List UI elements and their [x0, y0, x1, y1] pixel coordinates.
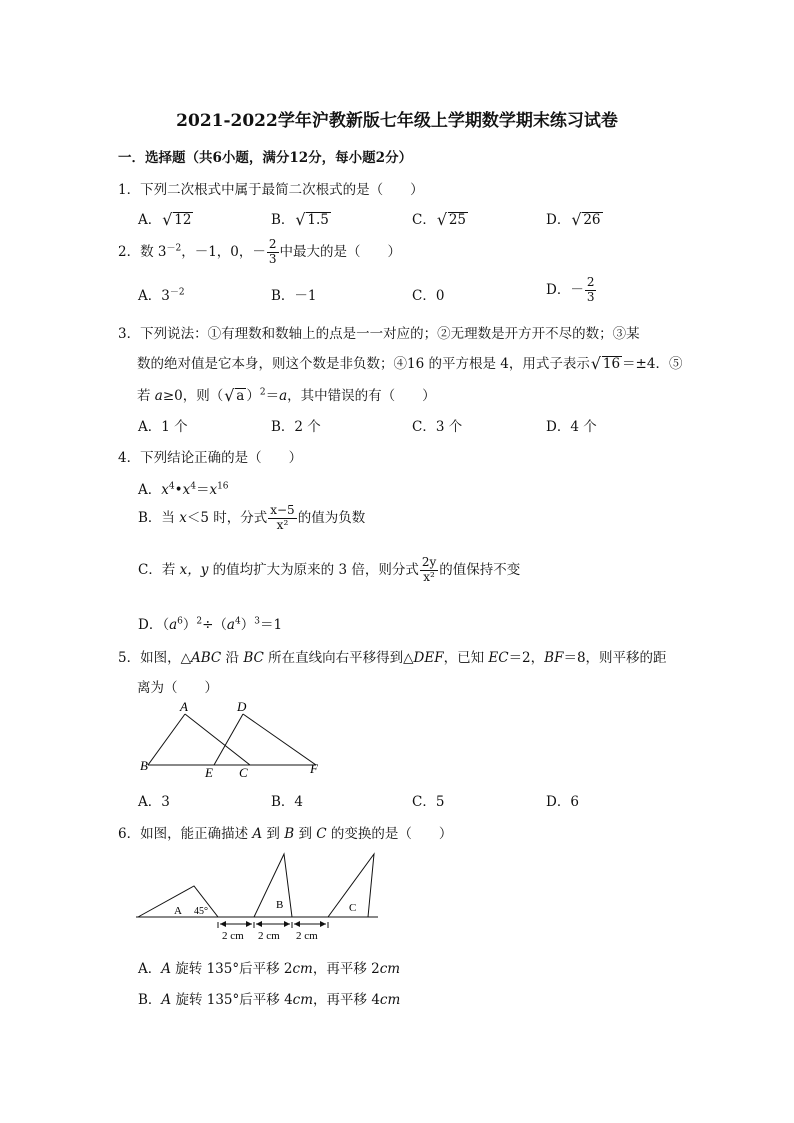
angle-label: 45° — [194, 906, 208, 917]
sqrt-symbol: √ 16 — [592, 356, 622, 372]
distance-label: 2 cm — [222, 930, 244, 942]
label-a: A — [174, 905, 182, 917]
label-d: D — [237, 700, 247, 714]
q6-stem: 6．如图，能正确描述 A 到 B 到 C 的变换的是（ ） — [118, 826, 453, 842]
page-title: 2021-2022学年沪教新版七年级上学期数学期末练习试卷 — [176, 111, 618, 131]
q5-translation-figure — [138, 700, 328, 782]
q2-option-a[interactable]: A．$3^{-2}$ — [138, 287, 185, 304]
q5-option-a[interactable]: A．3 — [138, 794, 170, 810]
section-heading: 一．选择题（共6小题，满分12分，每小题2分） — [118, 150, 413, 166]
q2-option-b[interactable]: B．－1 — [271, 288, 317, 304]
q3-line2: 数的绝对值是它本身，则这个数是非负数；④16 的平方根是 4，用式子表示√ 16 ＝±4．⑤ — [137, 352, 682, 372]
q1-option-c[interactable]: C．√ 25 — [412, 208, 468, 228]
q5-option-d[interactable]: D．6 — [546, 794, 579, 810]
sqrt-symbol: √ a — [225, 388, 246, 404]
q4-option-b[interactable]: B．当 x＜5 时，分式 $\frac{x-5}{\text{x²}}$ 的值为负数 — [138, 503, 366, 532]
label-c: C — [349, 902, 357, 914]
q4-option-c[interactable]: C．若 x，y 的值均扩大为原来的 3 倍，则分式 $\frac{2y}{\text{x²}}$ 的值保持不变 — [138, 555, 521, 584]
fraction: $\frac{2}{3}$ — [586, 275, 595, 304]
q6-option-a[interactable]: A．A 旋转 135°后平移 2cm，再平移 2cm — [138, 961, 401, 977]
q5-option-c[interactable]: C．5 — [412, 794, 445, 810]
side-de — [214, 714, 243, 765]
q3-option-c[interactable]: C．3 个 — [412, 419, 463, 435]
fraction: $\frac{x-5}{\text{x²}}$ — [270, 503, 295, 532]
triangle-b — [254, 854, 292, 917]
label-c: C — [239, 765, 248, 780]
side-ac — [185, 714, 250, 765]
label-e: E — [205, 765, 213, 780]
label-b: B — [140, 758, 148, 773]
q1-option-d[interactable]: D．√ 26 — [546, 208, 603, 228]
label-a: A — [180, 700, 188, 714]
q5-line1: 5．如图，△ABC 沿 BC 所在直线向右平移得到△DEF，已知 EC＝2，BF＝8，则平移的距 — [118, 650, 667, 666]
q4-option-a[interactable]: A．$x^4•x^4=x^{16}$ — [138, 481, 229, 498]
q6-option-b[interactable]: B．A 旋转 135°后平移 4cm，再平移 4cm — [138, 992, 401, 1008]
distance-label: 2 cm — [296, 930, 318, 942]
label-b: B — [276, 899, 284, 911]
sqrt-symbol: √ 25 — [438, 212, 468, 228]
q3-option-b[interactable]: B．2 个 — [271, 419, 321, 435]
q2-option-c[interactable]: C．0 — [412, 288, 445, 304]
label-f: F — [310, 761, 318, 776]
q3-option-d[interactable]: D．4 个 — [546, 419, 597, 435]
q3-option-a[interactable]: A．1 个 — [138, 419, 188, 435]
q1-option-b[interactable]: B．√ 1.5 — [271, 208, 331, 228]
q2-option-d[interactable]: D．－ $\frac{2}{3}$ — [546, 275, 595, 304]
sqrt-symbol: √ 1.5 — [296, 212, 330, 228]
sqrt-symbol: √ 12 — [163, 212, 193, 228]
q3-line1: 3．下列说法：①有理数和数轴上的点是一一对应的；②无理数是开方开不尽的数；③某 — [118, 326, 640, 342]
side-df — [243, 714, 316, 765]
sqrt-symbol: √ 26 — [572, 212, 602, 228]
q4-option-d[interactable]: D．$(a^6)^2\div(a^4)^3=1$ — [138, 616, 283, 633]
fraction: $\frac{2}{3}$ — [268, 237, 277, 266]
q1-option-a[interactable]: A．√ 12 — [138, 208, 193, 228]
q3-line3: 若 a≥0，则（√ a ）$^2$＝a，其中错误的有（ ） — [137, 384, 436, 404]
distance-label: 2 cm — [258, 930, 280, 942]
fraction: $\frac{2y}{\text{x²}}$ — [421, 555, 437, 584]
q5-line2: 离为（ ） — [137, 680, 218, 696]
q6-transformation-figure — [136, 850, 380, 942]
q5-option-b[interactable]: B．4 — [271, 794, 304, 810]
q4-stem: 4．下列结论正确的是（ ） — [118, 450, 303, 466]
q2-stem: 2．数 $3^{-2}$，－1，0，－ $\frac{2}{3}$ 中最大的是（ ） — [118, 237, 402, 266]
q1-stem: 1．下列二次根式中属于最简二次根式的是（ ） — [118, 182, 424, 198]
side-ab — [148, 714, 185, 765]
